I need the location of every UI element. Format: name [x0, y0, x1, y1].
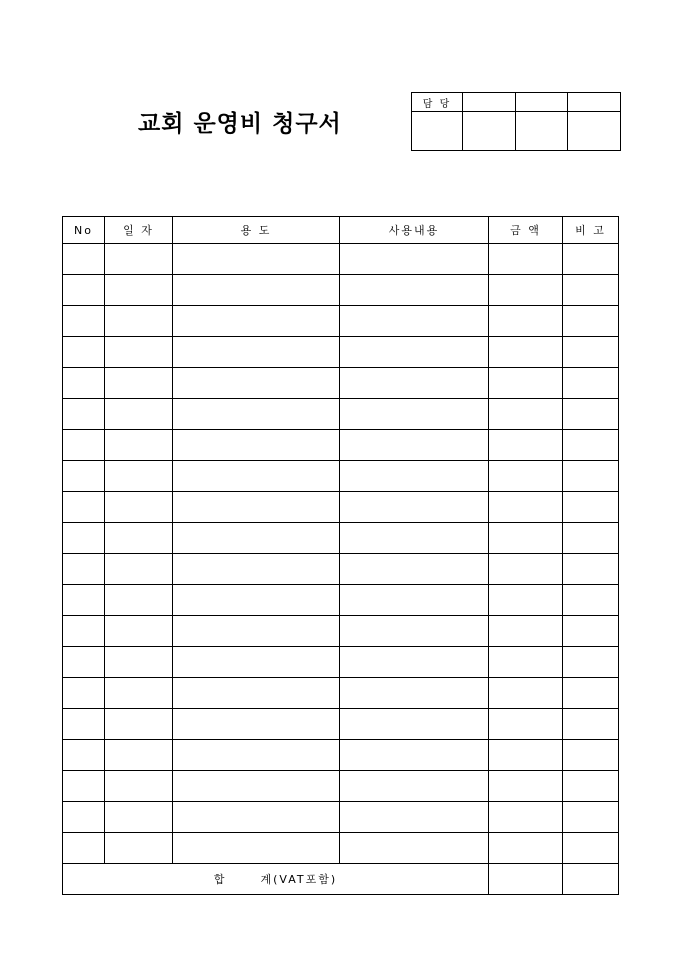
table-row — [63, 275, 619, 306]
cell-description[interactable] — [340, 647, 489, 678]
approval-signature-cell-3[interactable] — [516, 112, 568, 151]
cell-amount[interactable] — [489, 430, 563, 461]
total-label-right: 계(VAT포함) — [260, 873, 338, 886]
cell-amount[interactable] — [489, 368, 563, 399]
cell-amount[interactable] — [489, 616, 563, 647]
cell-use[interactable] — [173, 368, 340, 399]
table-row — [63, 244, 619, 275]
cell-note[interactable] — [563, 430, 619, 461]
cell-amount[interactable] — [489, 740, 563, 771]
cell-amount[interactable] — [489, 306, 563, 337]
cell-no[interactable] — [63, 492, 105, 523]
cell-use[interactable] — [173, 461, 340, 492]
cell-note[interactable] — [563, 523, 619, 554]
cell-description[interactable] — [340, 306, 489, 337]
cell-description[interactable] — [340, 709, 489, 740]
cell-amount[interactable] — [489, 399, 563, 430]
cell-date[interactable] — [105, 616, 173, 647]
cell-use[interactable] — [173, 833, 340, 864]
cell-use[interactable] — [173, 802, 340, 833]
cell-amount[interactable] — [489, 461, 563, 492]
cell-description[interactable] — [340, 337, 489, 368]
cell-use[interactable] — [173, 523, 340, 554]
table-row — [63, 430, 619, 461]
cell-date[interactable] — [105, 678, 173, 709]
table-row — [63, 802, 619, 833]
approval-header-cell-3 — [516, 93, 568, 112]
cell-note[interactable] — [563, 244, 619, 275]
total-label — [63, 864, 489, 895]
cell-date[interactable] — [105, 244, 173, 275]
cell-no[interactable] — [63, 368, 105, 399]
cell-description[interactable] — [340, 771, 489, 802]
cell-use[interactable] — [173, 430, 340, 461]
cell-date[interactable] — [105, 399, 173, 430]
cell-description[interactable] — [340, 802, 489, 833]
cell-date[interactable] — [105, 461, 173, 492]
cell-description[interactable] — [340, 244, 489, 275]
cell-use[interactable] — [173, 709, 340, 740]
cell-no[interactable] — [63, 461, 105, 492]
cell-no[interactable] — [63, 306, 105, 337]
cell-note[interactable] — [563, 492, 619, 523]
table-row — [63, 399, 619, 430]
table-row — [63, 492, 619, 523]
cell-date[interactable] — [105, 647, 173, 678]
cell-note[interactable] — [563, 833, 619, 864]
cell-date[interactable] — [105, 585, 173, 616]
cell-amount[interactable] — [489, 585, 563, 616]
cell-date[interactable] — [105, 709, 173, 740]
cell-no[interactable] — [63, 616, 105, 647]
column-header-date: 일 자 — [105, 217, 173, 244]
cell-use[interactable] — [173, 337, 340, 368]
table-row — [63, 306, 619, 337]
cell-use[interactable] — [173, 244, 340, 275]
cell-note[interactable] — [563, 616, 619, 647]
approval-signature-cell-4[interactable] — [568, 112, 621, 151]
cell-note[interactable] — [563, 399, 619, 430]
cell-amount[interactable] — [489, 554, 563, 585]
column-header-description: 사용내용 — [340, 217, 489, 244]
table-row — [63, 337, 619, 368]
cell-note[interactable] — [563, 306, 619, 337]
cell-no[interactable] — [63, 678, 105, 709]
cell-use[interactable] — [173, 399, 340, 430]
cell-description[interactable] — [340, 368, 489, 399]
cell-no[interactable] — [63, 399, 105, 430]
cell-note[interactable] — [563, 585, 619, 616]
cell-amount[interactable] — [489, 337, 563, 368]
total-note-cell[interactable] — [563, 864, 619, 895]
column-header-use: 용 도 — [173, 217, 340, 244]
table-row — [63, 647, 619, 678]
cell-use[interactable] — [173, 585, 340, 616]
cell-date[interactable] — [105, 523, 173, 554]
cell-amount[interactable] — [489, 802, 563, 833]
cell-date[interactable] — [105, 275, 173, 306]
table-row — [63, 678, 619, 709]
cell-note[interactable] — [563, 275, 619, 306]
cell-note[interactable] — [563, 554, 619, 585]
approval-header-cell-1: 담 당 — [412, 93, 463, 112]
table-row — [63, 616, 619, 647]
cell-no[interactable] — [63, 275, 105, 306]
cell-note[interactable] — [563, 678, 619, 709]
cell-no[interactable] — [63, 585, 105, 616]
table-row — [63, 833, 619, 864]
approval-signature-row — [412, 112, 621, 151]
approval-box — [411, 92, 621, 151]
cell-no[interactable] — [63, 709, 105, 740]
cell-date[interactable] — [105, 802, 173, 833]
cell-amount[interactable] — [489, 678, 563, 709]
cell-use[interactable] — [173, 647, 340, 678]
cell-use[interactable] — [173, 306, 340, 337]
cell-date[interactable] — [105, 337, 173, 368]
cell-no[interactable] — [63, 554, 105, 585]
cell-no[interactable] — [63, 771, 105, 802]
approval-header-cell-4 — [568, 93, 621, 112]
cell-description[interactable] — [340, 275, 489, 306]
cell-description[interactable] — [340, 585, 489, 616]
cell-description[interactable] — [340, 430, 489, 461]
cell-no[interactable] — [63, 430, 105, 461]
table-row — [63, 740, 619, 771]
cell-use[interactable] — [173, 492, 340, 523]
cell-note[interactable] — [563, 461, 619, 492]
total-label-left: 합 — [213, 873, 227, 886]
cell-use[interactable] — [173, 678, 340, 709]
cell-date[interactable] — [105, 306, 173, 337]
cell-use[interactable] — [173, 616, 340, 647]
cell-description[interactable] — [340, 616, 489, 647]
cell-description[interactable] — [340, 833, 489, 864]
cell-note[interactable] — [563, 771, 619, 802]
cell-note[interactable] — [563, 368, 619, 399]
cell-note[interactable] — [563, 709, 619, 740]
cell-description[interactable] — [340, 523, 489, 554]
table-row — [63, 554, 619, 585]
cell-amount[interactable] — [489, 647, 563, 678]
total-amount-cell[interactable] — [489, 864, 563, 895]
cell-use[interactable] — [173, 275, 340, 306]
total-row — [63, 864, 619, 895]
cell-date[interactable] — [105, 740, 173, 771]
table-body — [63, 244, 619, 895]
cell-amount[interactable] — [489, 244, 563, 275]
cell-date[interactable] — [105, 492, 173, 523]
expense-table — [62, 216, 619, 895]
cell-date[interactable] — [105, 771, 173, 802]
cell-amount[interactable] — [489, 275, 563, 306]
table-row — [63, 771, 619, 802]
cell-date[interactable] — [105, 368, 173, 399]
table-row — [63, 585, 619, 616]
cell-no[interactable] — [63, 337, 105, 368]
cell-amount[interactable] — [489, 523, 563, 554]
column-header-amount: 금 액 — [489, 217, 563, 244]
cell-no[interactable] — [63, 833, 105, 864]
cell-description[interactable] — [340, 461, 489, 492]
cell-date[interactable] — [105, 554, 173, 585]
cell-note[interactable] — [563, 337, 619, 368]
cell-description[interactable] — [340, 678, 489, 709]
cell-use[interactable] — [173, 771, 340, 802]
cell-use[interactable] — [173, 554, 340, 585]
cell-description[interactable] — [340, 399, 489, 430]
cell-no[interactable] — [63, 647, 105, 678]
cell-no[interactable] — [63, 244, 105, 275]
page-title: 교회 운영비 청구서 — [138, 111, 342, 137]
table-row — [63, 368, 619, 399]
table-row — [63, 523, 619, 554]
cell-description[interactable] — [340, 554, 489, 585]
column-header-note: 비 고 — [563, 217, 619, 244]
cell-amount[interactable] — [489, 492, 563, 523]
approval-header-cell-2 — [463, 93, 516, 112]
cell-use[interactable] — [173, 740, 340, 771]
cell-note[interactable] — [563, 802, 619, 833]
cell-note[interactable] — [563, 647, 619, 678]
cell-no[interactable] — [63, 523, 105, 554]
cell-amount[interactable] — [489, 709, 563, 740]
approval-header-row — [412, 93, 621, 112]
cell-amount[interactable] — [489, 771, 563, 802]
cell-no[interactable] — [63, 740, 105, 771]
approval-signature-cell-1[interactable] — [412, 112, 463, 151]
cell-description[interactable] — [340, 740, 489, 771]
approval-signature-cell-2[interactable] — [463, 112, 516, 151]
cell-date[interactable] — [105, 430, 173, 461]
cell-description[interactable] — [340, 492, 489, 523]
cell-date[interactable] — [105, 833, 173, 864]
cell-amount[interactable] — [489, 833, 563, 864]
cell-no[interactable] — [63, 802, 105, 833]
table-row — [63, 709, 619, 740]
column-header-no: No — [63, 217, 105, 244]
cell-note[interactable] — [563, 740, 619, 771]
table-header-row — [63, 217, 619, 244]
table-row — [63, 461, 619, 492]
